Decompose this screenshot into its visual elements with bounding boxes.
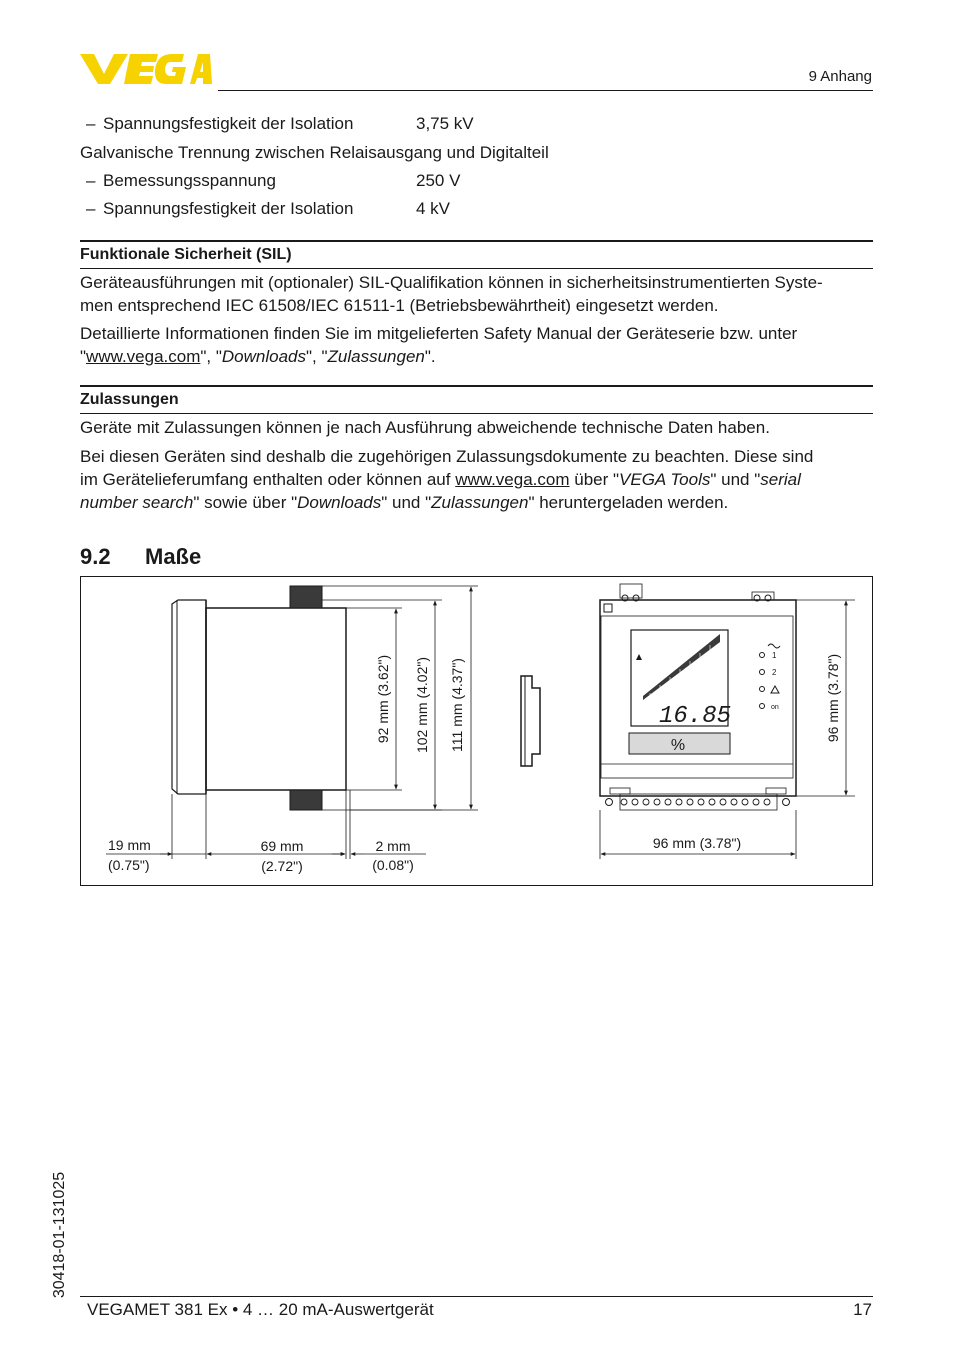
display-unit: %	[670, 737, 686, 754]
spec-row-label: – Spannungsfestigkeit der Isolation	[86, 114, 354, 133]
vega-link[interactable]: www.vega.com	[86, 347, 201, 366]
dim-92: 92 mm (3.62")	[375, 654, 391, 744]
vega-logo	[80, 50, 212, 86]
dim-19-in: (0.75")	[108, 857, 150, 873]
dim-2: 2 mm	[375, 838, 411, 854]
dim-69-in: (2.72")	[261, 858, 303, 874]
section-rule	[80, 268, 873, 269]
footer-title: VEGAMET 381 Ex • 4 … 20 mA-Auswertgerät	[87, 1300, 434, 1319]
dim-102: 102 mm (4.02")	[414, 656, 430, 754]
spec-row-value: 3,75 kV	[416, 114, 474, 133]
front-view	[600, 584, 796, 810]
section-rule	[80, 385, 873, 387]
dim-2-in: (0.08")	[372, 857, 414, 873]
approvals-paragraph-2: Bei diesen Geräten sind deshalb die zugehörigen Zulassungsdokumente zu beachten. Diese sind im Gerätelieferumfang enthalten oder können auf www.vega.com über "VEGA Tools" und "serial number search" sowie über "Downloads" und "Zulassungen" heruntergeladen werden.	[80, 447, 814, 512]
dim-69: 69 mm	[260, 838, 304, 854]
dim-96-vertical: 96 mm (3.78")	[825, 653, 841, 743]
section-title: Maße	[145, 544, 202, 569]
section-rule	[80, 240, 873, 242]
extension-lines	[172, 586, 478, 859]
header-section: 9 Anhang	[808, 68, 872, 85]
led-on: on	[771, 704, 779, 711]
dim-96-horizontal: 96 mm (3.78")	[652, 835, 742, 851]
dimension-drawing	[80, 576, 873, 886]
section-rule	[80, 413, 873, 414]
spec-row-value: 4 kV	[416, 199, 451, 218]
spec-row-label: – Spannungsfestigkeit der Isolation	[86, 199, 354, 218]
led-2: 2	[772, 668, 777, 677]
dim-111: 111 mm (4.37")	[449, 658, 465, 752]
led-1: 1	[772, 651, 777, 660]
vega-link[interactable]: www.vega.com	[455, 470, 570, 489]
header-rule	[218, 90, 873, 91]
page-number: 17	[853, 1300, 872, 1319]
sil-heading: Funktionale Sicherheit (SIL)	[80, 246, 292, 263]
document-id: 30418-01-131025	[51, 1171, 68, 1299]
sil-paragraph-1: Geräteausführungen mit (optionaler) SIL-Qualifikation können in sicherheitsinstrumentierten Syste- men entsprechend IEC 61508/IEC 61511-1 (Betriebsbewährtheit) eingesetzt werden.	[80, 273, 823, 315]
galvanic-heading: Galvanische Trennung zwischen Relaisausgang und Digitalteil	[80, 143, 549, 162]
display-value: 16.85	[658, 703, 732, 730]
spec-row-label: – Bemessungsspannung	[86, 171, 276, 190]
approvals-paragraph-1: Geräte mit Zulassungen können je nach Ausführung abweichende technische Daten haben.	[80, 418, 770, 437]
footer-rule	[80, 1296, 873, 1297]
side-view	[172, 586, 540, 810]
approvals-heading: Zulassungen	[80, 391, 179, 408]
sil-paragraph-2: Detaillierte Informationen finden Sie im mitgelieferten Safety Manual der Geräteserie bzw. unter "www.vega.com", "Downloads", "Zulassungen".	[80, 324, 798, 366]
section-number: 9.2	[80, 544, 111, 569]
spec-row-value: 250 V	[416, 171, 461, 190]
dim-19: 19 mm	[108, 837, 151, 853]
